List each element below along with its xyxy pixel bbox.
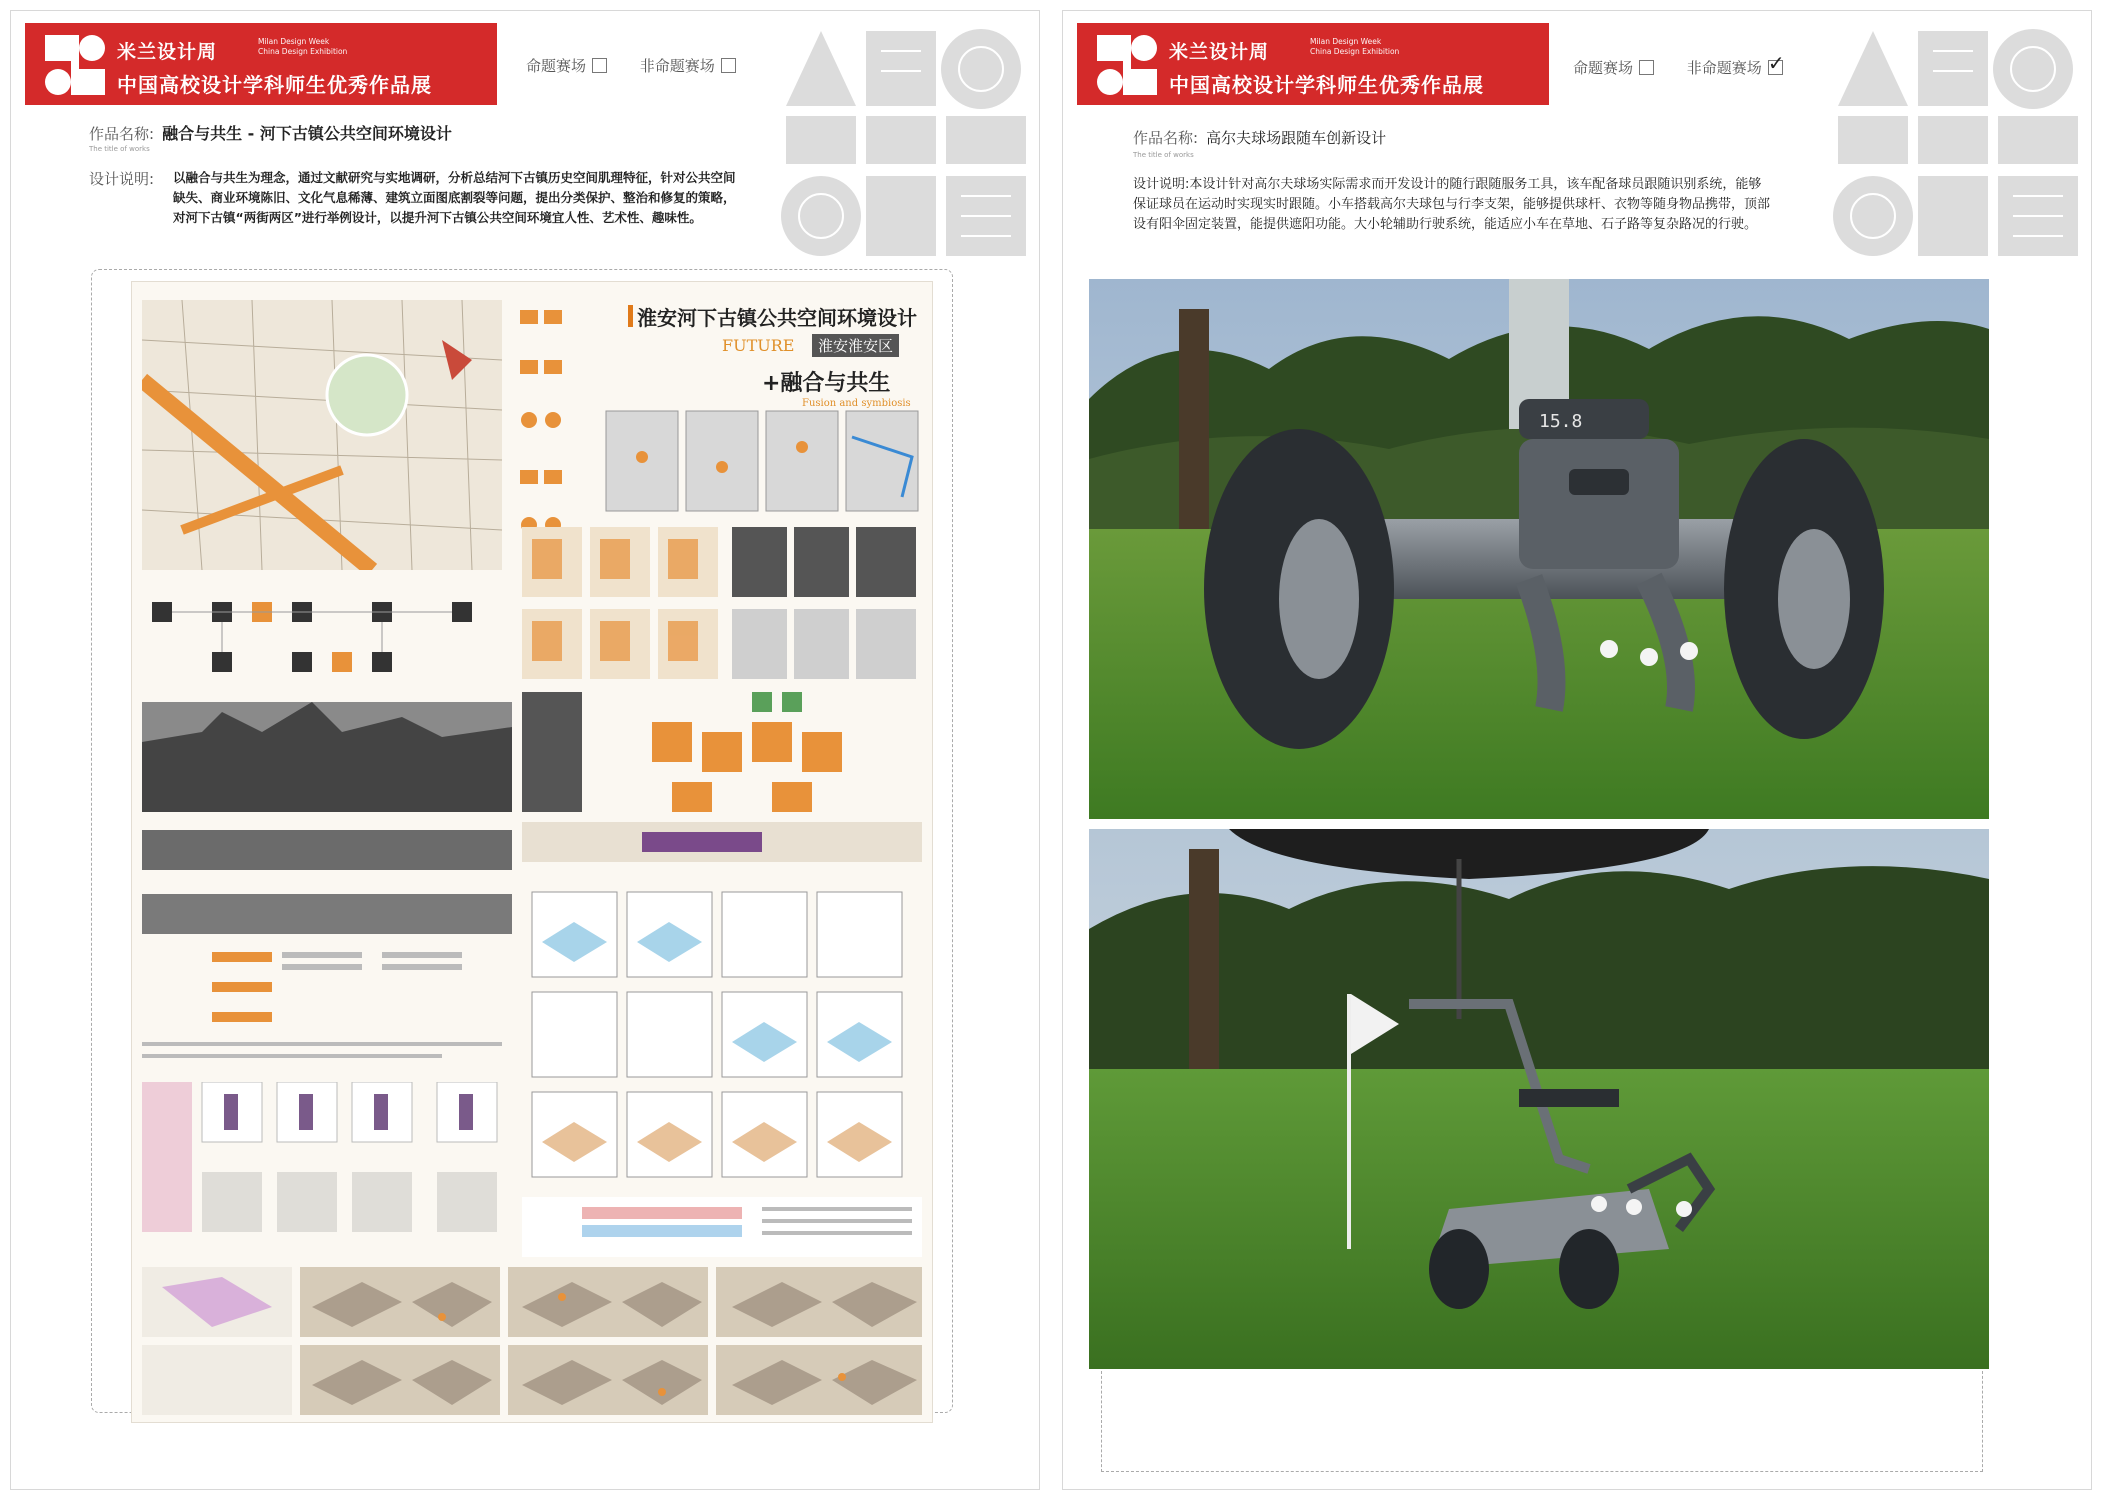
competition-type-checks [1573,51,1811,78]
photo-frame-dashed [1101,1371,1983,1472]
banner-subtitle: 中国高校设计学科师生优秀作品展 [1169,73,1484,97]
exhibition-logo-icon [1097,35,1157,95]
poster-title: 淮安河下古镇公共空间环境设计 [637,302,917,331]
isometric-diagrams [522,882,922,1192]
people-analysis [142,1082,512,1242]
checkbox-icon[interactable] [1639,60,1654,75]
banner-title-en: Milan Design Week China Design Exhibition [258,37,348,56]
exhibition-banner [1077,23,1549,105]
check-proposition[interactable]: 命题赛场 [1573,57,1654,78]
entry-sheet-right [1062,10,2092,1490]
check-non-proposition[interactable]: 非命题赛场 [640,55,736,76]
checkbox-icon[interactable] [592,58,607,73]
decorative-logo-pattern-icon [1833,21,2083,261]
texture-diagrams [522,527,922,687]
work-title-value: 高尔夫球场跟随车创新设计 [1206,129,1387,147]
banner-title-cn: 米兰设计周 [1169,41,1270,63]
poster-fusion-en: Fusion and symbiosis [802,398,911,409]
check-proposition[interactable]: 命题赛场 [526,55,607,76]
poster-fusion-title: +融合与共生 [762,371,891,396]
work-title-label: 作品名称: [1133,129,1199,147]
analysis-text-block [142,942,512,1072]
checkbox-checked-icon[interactable] [1767,51,1785,75]
product-photo-scene [1089,829,1989,1369]
description-text: 以融合与共生为理念，通过文献研究与实地调研，分析总结河下古镇历史空间肌理特征，针对公共空间缺失、商业环境陈旧、文化气息稀薄、建筑立面图底割裂等问题，提出分类保护、整治和修复的策略，对河下古镇“两街两区”进行举例设计，以提升河下古镇公共空间环境宜人性、艺术性、趣味性。 [173,170,736,225]
check-mark-icon: ✓ [1767,51,1785,75]
exhibition-logo-icon [45,35,105,95]
checkbox-icon[interactable] [721,58,736,73]
work-title-label: 作品名称: [89,125,155,143]
description-label: 设计说明: [1133,177,1190,192]
cart-display-readout: 15.8 [1539,411,1583,432]
banner-title-cn: 米兰设计周 [117,41,218,63]
design-poster [131,281,933,1423]
check-non-proposition[interactable]: 非命题赛场 ✓ [1686,51,1785,77]
exhibition-banner [25,23,497,105]
work-title-label-en: The title of works [89,145,150,153]
competition-type-checks [526,55,764,76]
aerial-renderings [142,1267,922,1417]
site-map [142,300,502,570]
strategy-flowchart [142,582,512,822]
poster-district-tag: 淮安淮安区 [812,334,899,357]
work-title-row [89,121,452,144]
work-title-value: 融合与共生 - 河下古镇公共空间环境设计 [162,124,452,143]
description-block [1133,175,1773,235]
function-diagram [522,692,922,862]
description-text: 本设计针对高尔夫球场实际需求而开发设计的随行跟随服务工具，该车配备球员跟随识别系统，能够保证球员在运动时实现实时跟随。小车搭载高尔夫球包与行李支架，能够提供球杆、衣物等随身物品携带，顶部设有阳伞固定装置，能提供遮阳功能。大小轮辅助行驶系统，能适应小车在草地、石子路等复杂路况的行驶。 [1133,177,1771,232]
decorative-logo-pattern-icon [781,21,1031,261]
analysis-maps [602,407,922,517]
banner-title-en: Milan Design Week China Design Exhibition [1310,37,1400,56]
work-title-row [1133,127,1386,148]
heat-chart [522,1197,922,1257]
entry-sheet-left [10,10,1040,1490]
poster-future: FUTURE [722,336,795,355]
product-photo-closeup [1089,279,1989,819]
description-label: 设计说明: [89,170,155,188]
photo-strip-1 [142,830,512,870]
work-title-label-en: The title of works [1133,151,1194,159]
banner-subtitle: 中国高校设计学科师生优秀作品展 [117,73,432,97]
photo-strip-2 [142,894,512,934]
